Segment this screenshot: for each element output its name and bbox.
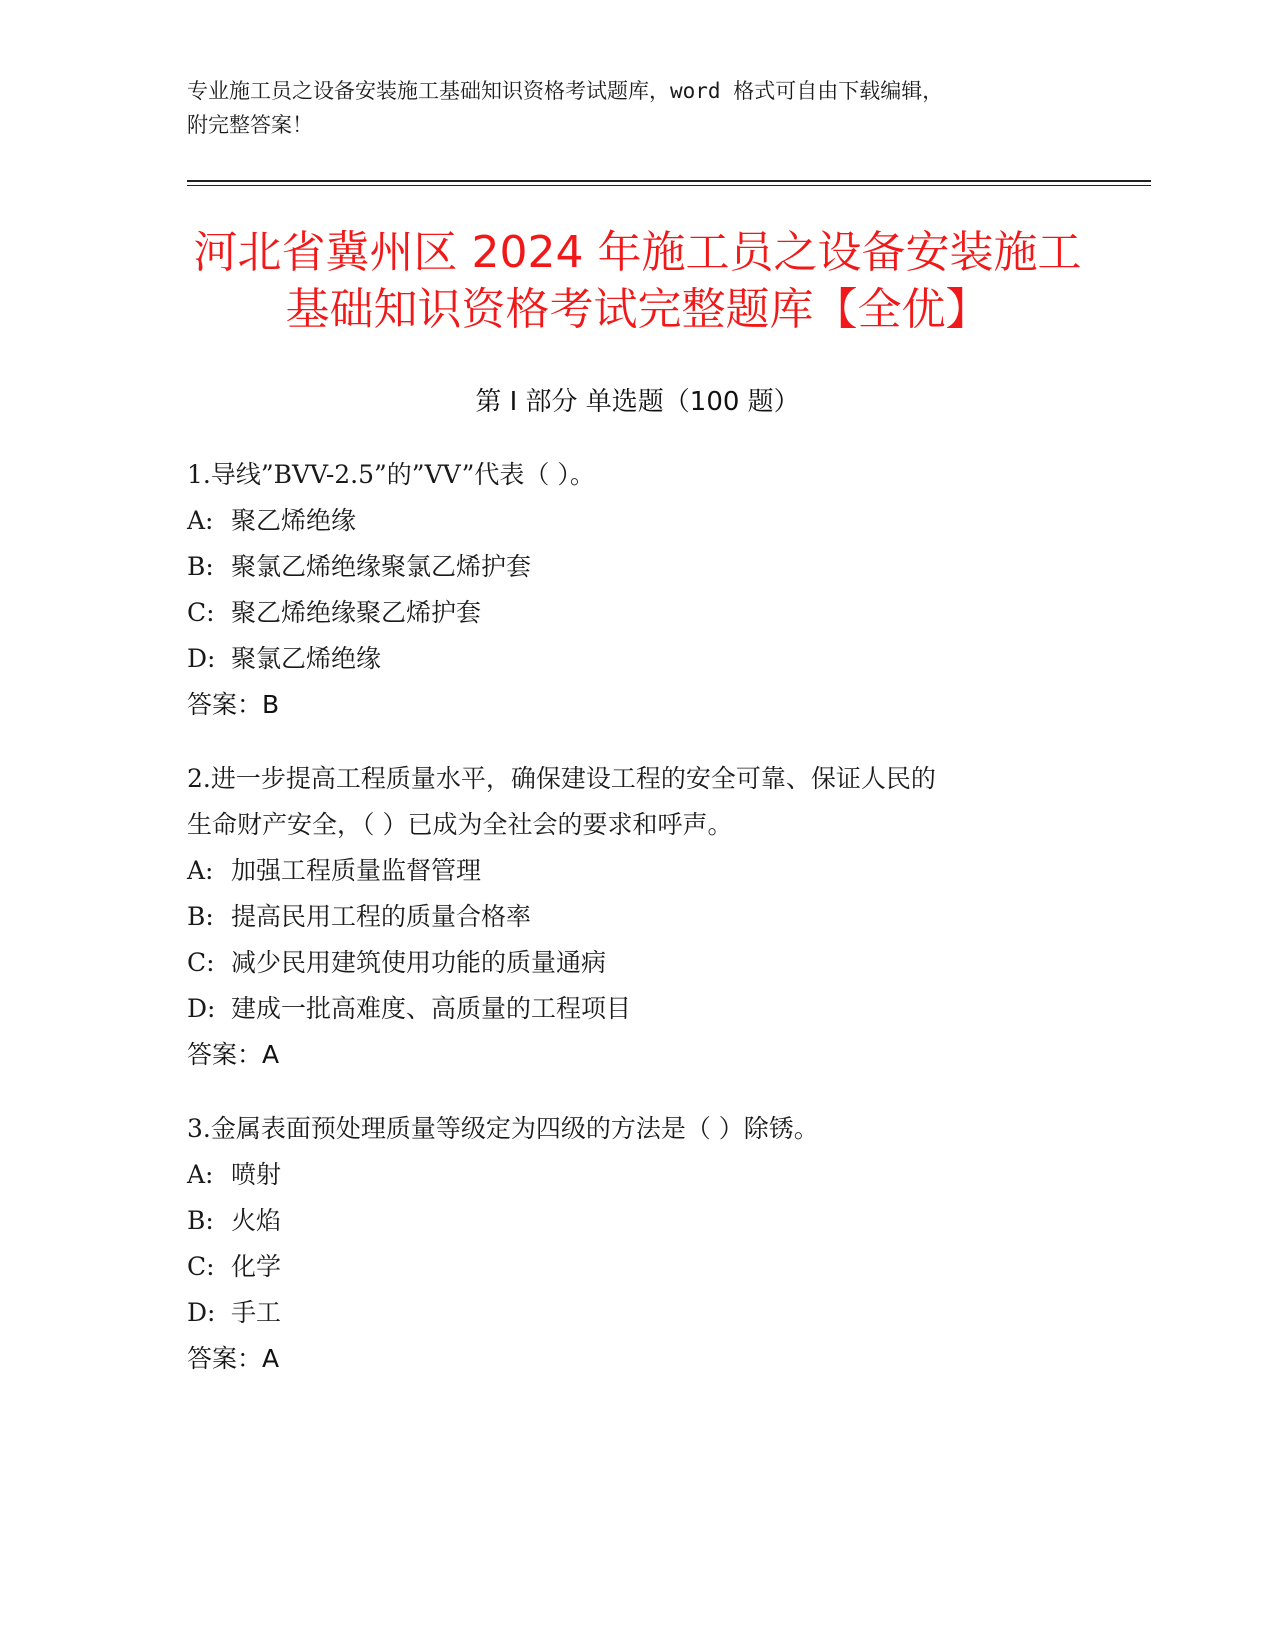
question-1 bbox=[187, 452, 1067, 728]
header-note bbox=[187, 74, 1067, 142]
question-3 bbox=[187, 1106, 1067, 1382]
option-text: 手工 bbox=[231, 1298, 282, 1327]
option-key: B: bbox=[187, 1206, 214, 1235]
answer: 答案：A bbox=[187, 1344, 280, 1373]
option-a bbox=[187, 498, 1067, 544]
option-key: A: bbox=[187, 506, 214, 535]
answer: 答案：A bbox=[187, 1040, 280, 1069]
option-text: 聚氯乙烯绝缘聚氯乙烯护套 bbox=[231, 552, 532, 581]
option-key: C: bbox=[187, 598, 215, 627]
header-note-line-1: 专业施工员之设备安装施工基础知识资格考试题库，word 格式可自由下载编辑， bbox=[187, 79, 944, 103]
option-text: 加强工程质量监督管理 bbox=[231, 856, 482, 885]
document-title-line-1: 河北省冀州区 2024 年施工员之设备安装施工 bbox=[193, 227, 1082, 278]
option-b bbox=[187, 894, 1067, 940]
option-c bbox=[187, 940, 1067, 986]
option-key: D: bbox=[187, 1298, 216, 1327]
question-stem: 3.金属表面预处理质量等级定为四级的方法是（ ）除锈。 bbox=[187, 1114, 819, 1143]
option-d bbox=[187, 636, 1067, 682]
option-text: 化学 bbox=[231, 1252, 282, 1281]
option-key: C: bbox=[187, 948, 215, 977]
header-divider-thick bbox=[187, 180, 1151, 182]
question-stem-line-2: 生命财产安全，（ ）已成为全社会的要求和呼声。 bbox=[187, 810, 733, 839]
question-stem-line-1: 2.进一步提高工程质量水平，确保建设工程的安全可靠、保证人民的 bbox=[187, 764, 936, 793]
option-key: B: bbox=[187, 552, 214, 581]
option-text: 提高民用工程的质量合格率 bbox=[231, 902, 532, 931]
option-c bbox=[187, 1244, 1067, 1290]
option-text: 减少民用建筑使用功能的质量通病 bbox=[231, 948, 607, 977]
answer: 答案：B bbox=[187, 690, 280, 719]
header-divider-thin bbox=[187, 185, 1151, 186]
option-key: B: bbox=[187, 902, 214, 931]
option-key: A: bbox=[187, 1160, 214, 1189]
option-b bbox=[187, 1198, 1067, 1244]
option-text: 聚乙烯绝缘 bbox=[231, 506, 357, 535]
option-key: D: bbox=[187, 644, 216, 673]
section-heading: 第 I 部分 单选题（100 题） bbox=[475, 387, 800, 417]
option-key: A: bbox=[187, 856, 214, 885]
option-text: 聚氯乙烯绝缘 bbox=[231, 644, 382, 673]
option-c bbox=[187, 590, 1067, 636]
option-d bbox=[187, 986, 1067, 1032]
question-stem: 1.导线”BVV-2.5”的”VV”代表（ ）。 bbox=[187, 460, 595, 489]
question-2 bbox=[187, 756, 1067, 1078]
option-text: 建成一批高难度、高质量的工程项目 bbox=[231, 994, 632, 1023]
option-key: D: bbox=[187, 994, 216, 1023]
option-text: 聚乙烯绝缘聚乙烯护套 bbox=[231, 598, 482, 627]
option-a bbox=[187, 1152, 1067, 1198]
option-key: C: bbox=[187, 1252, 215, 1281]
option-d bbox=[187, 1290, 1067, 1336]
option-b bbox=[187, 544, 1067, 590]
document-title-line-2: 基础知识资格考试完整题库【全优】 bbox=[285, 284, 990, 335]
header-note-line-2: 附完整答案！ bbox=[187, 113, 313, 137]
option-a bbox=[187, 848, 1067, 894]
option-text: 喷射 bbox=[231, 1160, 282, 1189]
option-text: 火焰 bbox=[231, 1206, 282, 1235]
document-title bbox=[120, 224, 1155, 338]
